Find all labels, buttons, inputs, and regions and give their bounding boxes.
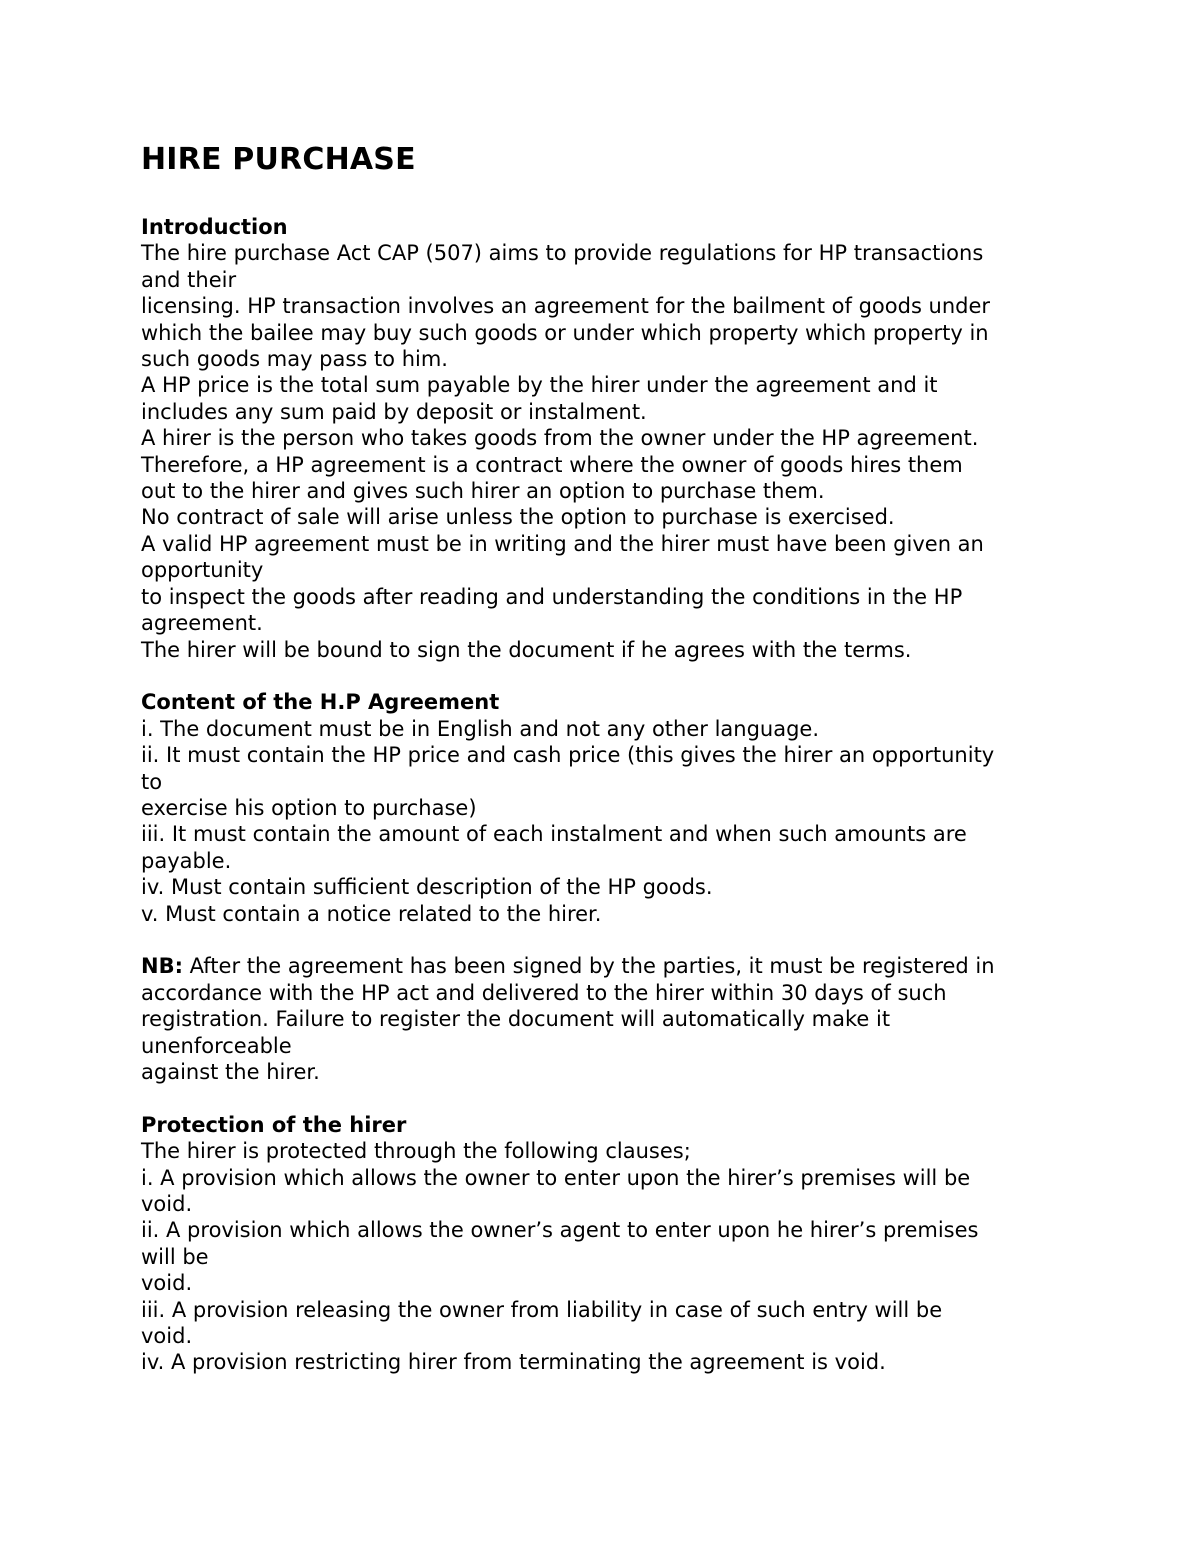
section-heading-introduction: Introduction (141, 215, 288, 239)
paragraph-line: agreement. (141, 611, 263, 636)
list-item-line: ii. A provision which allows the owner’s agent to enter upon he hirer’s premises (141, 1218, 979, 1243)
nb-first-line (141, 953, 1081, 979)
list-item-line: v. Must contain a notice related to the hirer. (141, 901, 602, 926)
list-item-line: will be (141, 1244, 209, 1269)
document-page (141, 140, 1081, 1376)
paragraph-line: to inspect the goods after reading and understanding the conditions in the HP (141, 584, 963, 609)
list-item-line: iii. It must contain the amount of each instalment and when such amounts are (141, 822, 967, 847)
paragraph-line: A hirer is the person who takes goods from the owner under the HP agreement. (141, 426, 979, 451)
list-item-line: void. (141, 1271, 193, 1296)
paragraph-line: out to the hirer and gives such hirer an option to purchase them. (141, 479, 825, 504)
list-item-line: to (141, 769, 163, 794)
paragraph-line: which the bailee may buy such goods or under which property which property in (141, 320, 989, 345)
section-introduction (141, 214, 1081, 663)
paragraph-line: A valid HP agreement must be in writing and the hirer must have been given an (141, 531, 984, 556)
list-item-line: void. (141, 1324, 193, 1349)
section-protection-of-hirer (141, 1112, 1081, 1376)
section-content-of-agreement (141, 689, 1081, 927)
list-item-line: exercise his option to purchase) (141, 795, 477, 820)
paragraph-line: against the hirer. (141, 1059, 320, 1084)
list-item-line: payable. (141, 848, 232, 873)
paragraph-line: licensing. HP transaction involves an agreement for the bailment of goods under (141, 294, 991, 319)
paragraph-line: The hirer will be bound to sign the document if he agrees with the terms. (141, 637, 912, 662)
paragraph-line: The hire purchase Act CAP (507) aims to provide regulations for HP transactions (141, 241, 984, 266)
list-item-line: iv. A provision restricting hirer from terminating the agreement is void. (141, 1350, 886, 1375)
paragraph-line: Therefore, a HP agreement is a contract where the owner of goods hires them (141, 452, 963, 477)
list-item-line: i. The document must be in English and not any other language. (141, 716, 820, 741)
list-item-line: iii. A provision releasing the owner from liability in case of such entry will be (141, 1297, 943, 1322)
paragraph-line: such goods may pass to him. (141, 347, 448, 372)
list-item-line: The hirer is protected through the following clauses; (141, 1139, 691, 1164)
section-heading-content: Content of the H.P Agreement (141, 690, 500, 715)
nb-label: NB: (141, 954, 183, 979)
section-heading-protection: Protection of the hirer (141, 1112, 407, 1137)
paragraph-line: opportunity (141, 558, 264, 583)
paragraph-line: registration. Failure to register the document will automatically make it (141, 1007, 891, 1032)
list-item-line: ii. It must contain the HP price and cash price (this gives the hirer an opportunity (141, 743, 995, 768)
paragraph-line: includes any sum paid by deposit or instalment. (141, 399, 647, 424)
paragraph-line: A HP price is the total sum payable by the hirer under the agreement and it (141, 373, 938, 398)
list-item-line: iv. Must contain sufficient description of the HP goods. (141, 875, 713, 900)
paragraph-line: No contract of sale will arise unless the option to purchase is exercised. (141, 505, 895, 530)
paragraph-line: unenforceable (141, 1033, 292, 1058)
section-nb-note (141, 953, 1081, 1085)
document-title: HIRE PURCHASE (141, 142, 416, 177)
paragraph-line: accordance with the HP act and delivered to the hirer within 30 days of such (141, 980, 947, 1005)
list-item-line: i. A provision which allows the owner to enter upon the hirer’s premises will be (141, 1165, 971, 1190)
list-item-line: void. (141, 1191, 193, 1216)
paragraph-line: and their (141, 267, 237, 292)
nb-text: After the agreement has been signed by the parties, it must be registered in (182, 954, 995, 979)
